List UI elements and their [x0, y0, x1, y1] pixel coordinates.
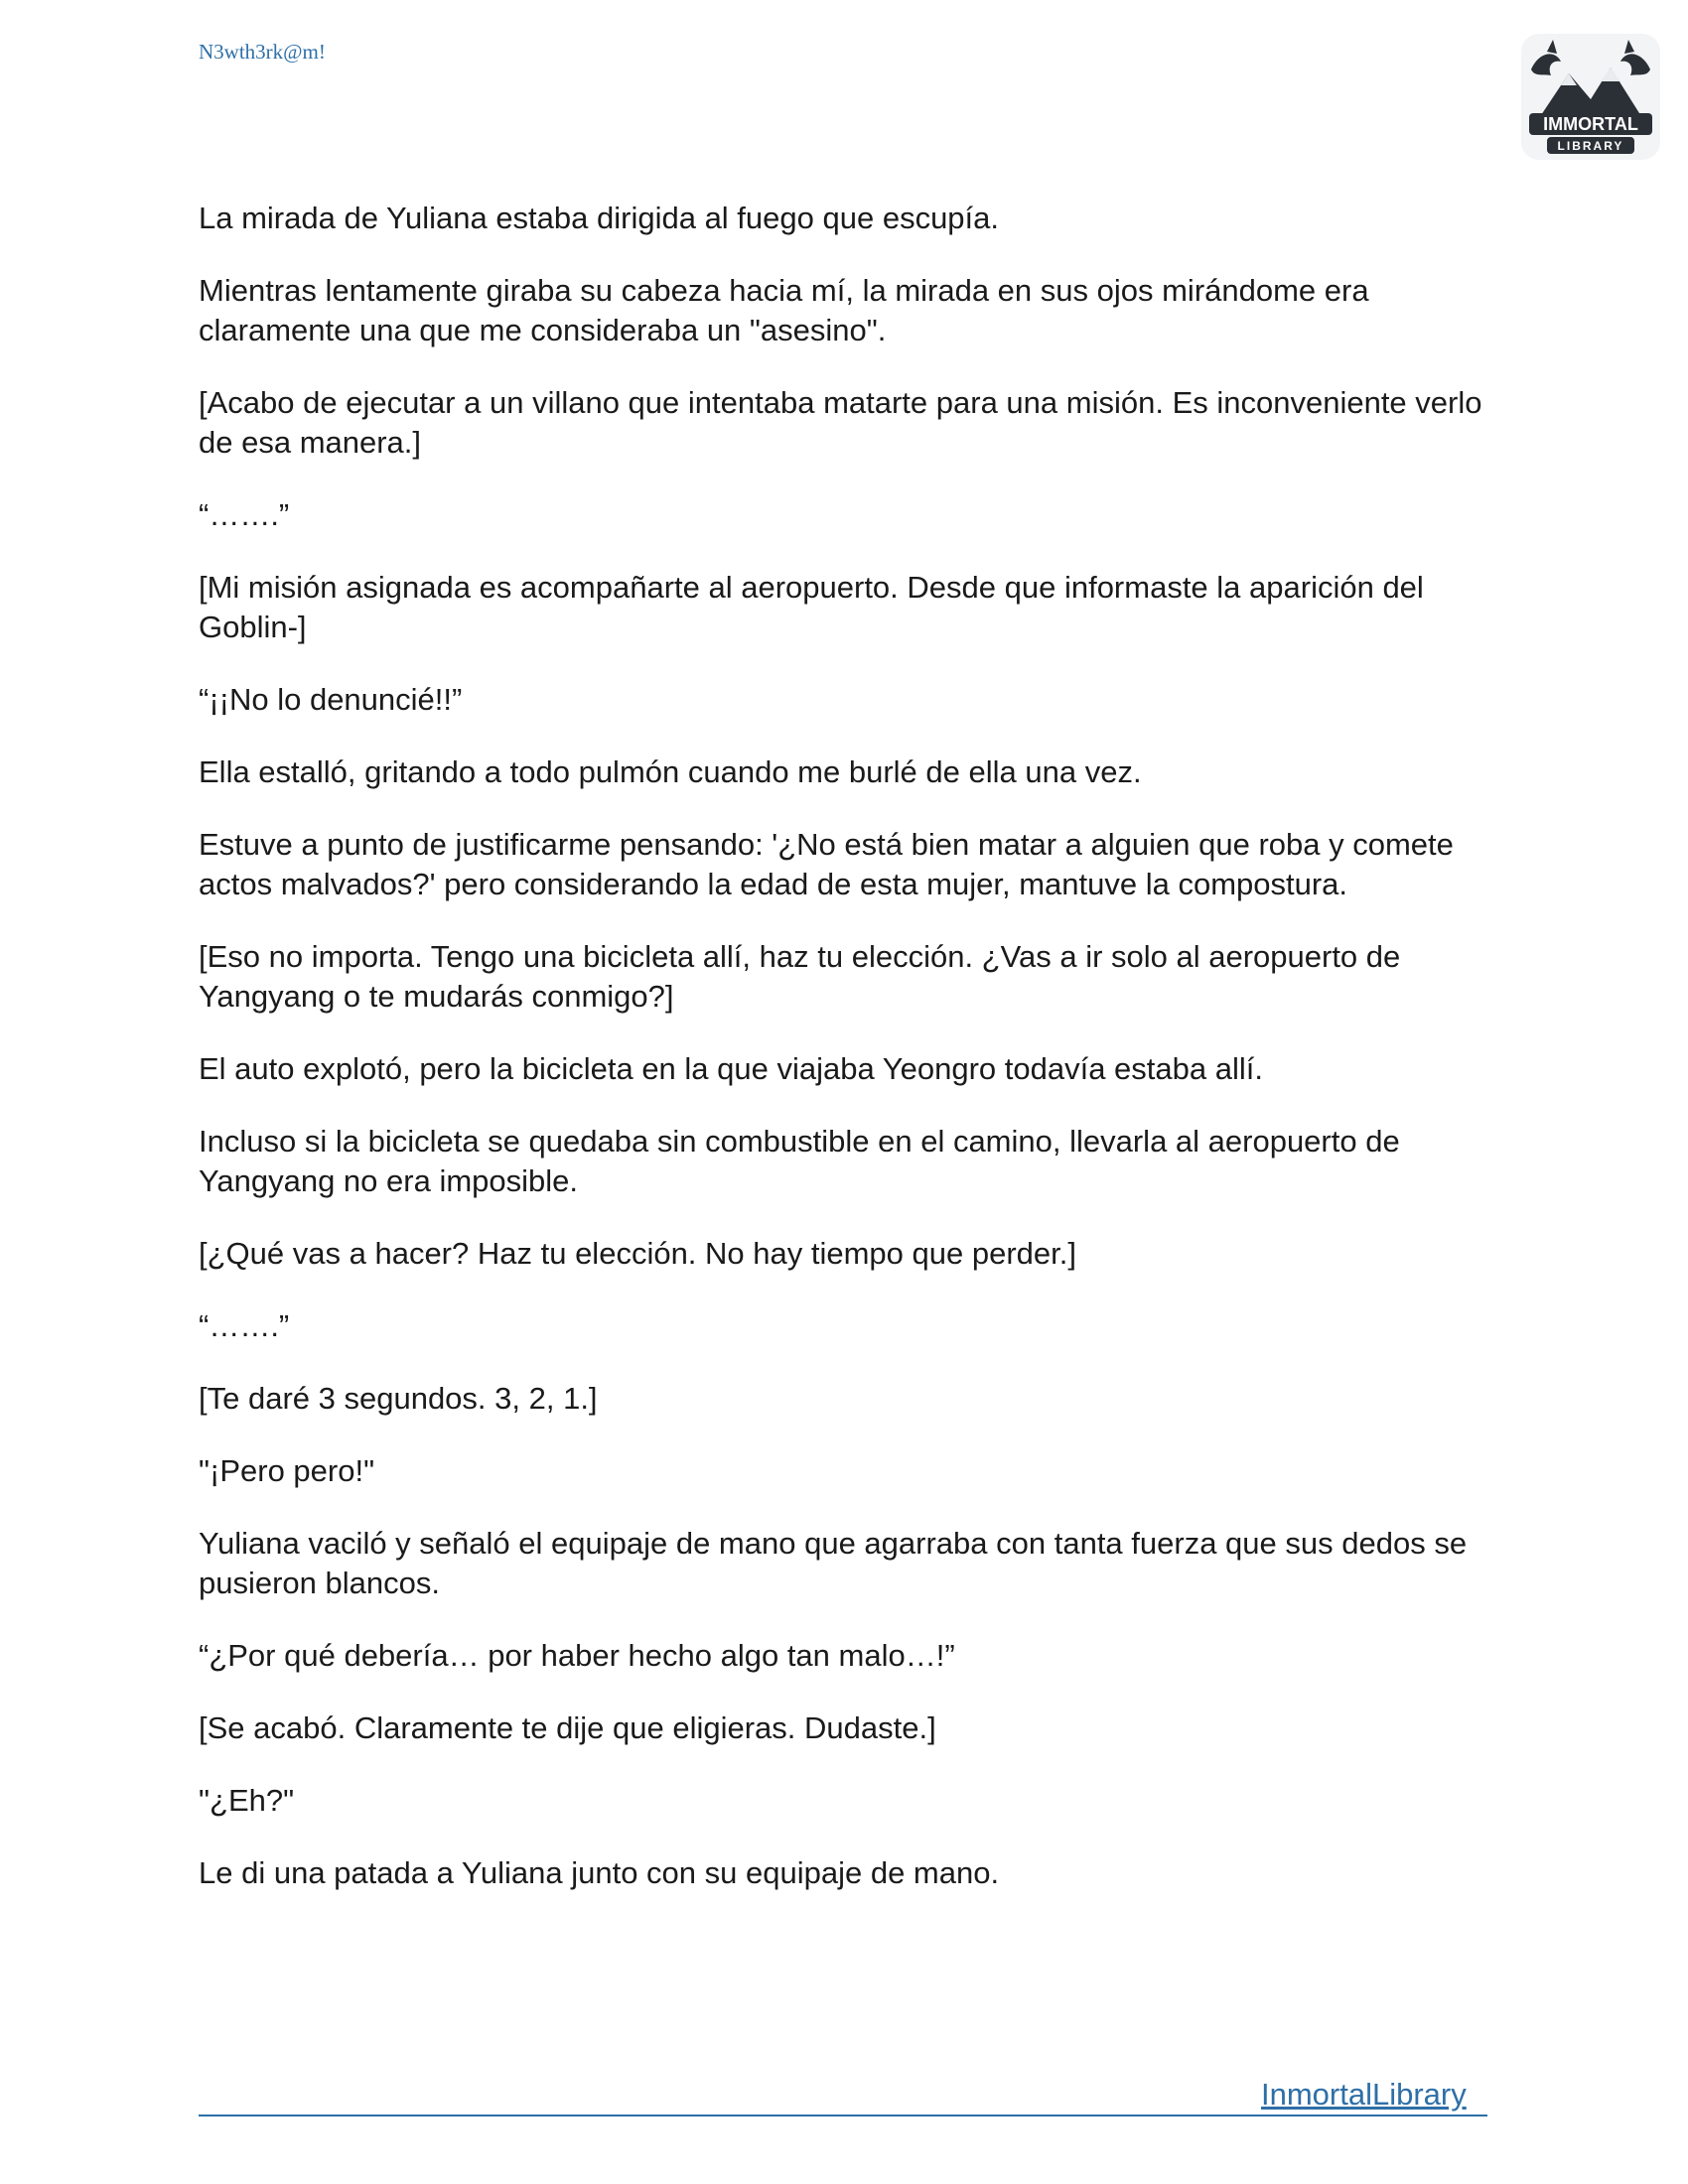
paragraph: Ella estalló, gritando a todo pulmón cuando me burlé de ella una vez. — [199, 754, 1142, 789]
paragraph: Estuve a punto de justificarme pensando: '¿No está bien matar a alguien que roba y comete actos malvados?' pero considerando la edad de esta mujer, mantuve la compostura. — [199, 827, 1454, 901]
header-tag: N3wth3rk@m! — [199, 40, 326, 64]
paragraph: [Acabo de ejecutar a un villano que intentaba matarte para una misión. Es inconveniente verlo de esa manera.] — [199, 385, 1482, 460]
paragraph: “¿Por qué debería… por haber hecho algo tan malo…!” — [199, 1638, 955, 1673]
paragraph: “…….” — [199, 1308, 290, 1343]
paragraph: [Te daré 3 segundos. 3, 2, 1.] — [199, 1381, 598, 1416]
paragraph: “…….” — [199, 497, 290, 532]
paragraph: “¡¡No lo denuncié!!” — [199, 682, 463, 717]
document-body — [199, 199, 1489, 1926]
paragraph: [¿Qué vas a hacer? Haz tu elección. No hay tiempo que perder.] — [199, 1236, 1076, 1271]
paragraph: Incluso si la bicicleta se quedaba sin combustible en el camino, llevarla al aeropuerto de Yangyang no era imposible. — [199, 1124, 1400, 1198]
paragraph: Mientras lentamente giraba su cabeza hacia mí, la mirada en sus ojos mirándome era claramente una que me consideraba un "asesino". — [199, 273, 1369, 347]
paragraph: [Se acabó. Claramente te dije que eligieras. Dudaste.] — [199, 1710, 936, 1745]
footer-link[interactable]: InmortalLibrary — [1261, 2077, 1467, 2112]
footer-divider — [199, 2115, 1487, 2116]
logo-text-line1: IMMORTAL — [1543, 114, 1638, 134]
logo-text-line2: LIBRARY — [1557, 139, 1624, 153]
paragraph: "¿Eh?" — [199, 1783, 295, 1818]
immortal-library-logo-icon — [1517, 30, 1664, 164]
paragraph: Yuliana vaciló y señaló el equipaje de mano que agarraba con tanta fuerza que sus dedos se pusieron blancos. — [199, 1526, 1468, 1600]
paragraph: [Mi misión asignada es acompañarte al aeropuerto. Desde que informaste la aparición del Goblin-] — [199, 570, 1424, 644]
paragraph: [Eso no importa. Tengo una bicicleta allí, haz tu elección. ¿Vas a ir solo al aeropuerto de Yangyang o te mudarás conmigo?] — [199, 939, 1401, 1014]
paragraph: "¡Pero pero!" — [199, 1453, 375, 1488]
paragraph: La mirada de Yuliana estaba dirigida al fuego que escupía. — [199, 201, 1000, 235]
paragraph: El auto explotó, pero la bicicleta en la que viajaba Yeongro todavía estaba allí. — [199, 1051, 1263, 1086]
paragraph: Le di una patada a Yuliana junto con su equipaje de mano. — [199, 1855, 1000, 1890]
